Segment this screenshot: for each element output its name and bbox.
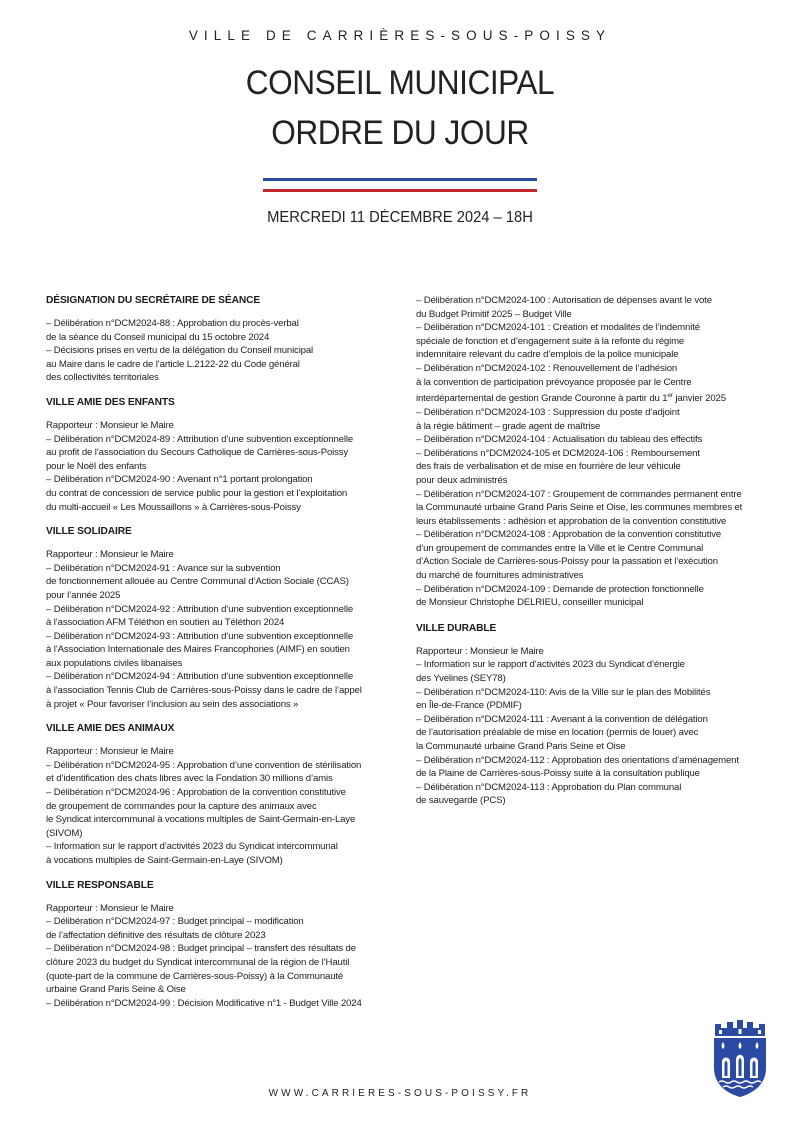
page-title-line1: CONSEIL MUNICIPAL [245, 64, 555, 102]
agenda-section [46, 722, 390, 867]
agenda-section [46, 396, 390, 514]
agenda-item-line: et d’identification des chats libres avec la Fondation 30 millions d’amis [46, 773, 333, 785]
agenda-item-line: – Décisions prises en vertu de la délégation du Conseil municipal [46, 345, 314, 357]
agenda-item-line: de la Plaine de Carrières-sous-Poissy suite à la consultation publique [416, 768, 700, 780]
footer-website-link[interactable]: WWW.CARRIERES-SOUS-POISSY.FR [268, 1088, 532, 1099]
agenda-item-line: urbaine Grand Paris Seine & Oise [46, 984, 186, 996]
agenda-item-line: de l’autorisation préalable de mise en location (permis de louer) avec [416, 727, 699, 739]
agenda-item-line: interdépartemental de gestion Grande Couronne à partir du 1er janvier 2025 [416, 392, 726, 405]
agenda-item-line: à projet « Pour favoriser l’inclusion au sein des associations » [46, 698, 299, 710]
agenda-item-line: – Délibération n°DCM2024-90 : Avenant n°1 portant prolongation [46, 474, 313, 486]
agenda-item-line: – Délibération n°DCM2024-99 : Décision Modificative n°1 - Budget Ville 2024 [46, 997, 362, 1009]
city-crest-icon [711, 1018, 769, 1098]
agenda-item-line: en Île-de-France (PDMIF) [416, 700, 522, 712]
agenda-item-line: du multi-accueil « Les Moussaillons » à Carrières-sous-Poissy [46, 501, 301, 513]
agenda-item-line: – Délibération n°DCM2024-111 : Avenant à la convention de délégation [416, 713, 708, 725]
agenda-item-line: Rapporteur : Monsieur le Maire [46, 549, 174, 561]
agenda-item-line: de la séance du Conseil municipal du 15 octobre 2024 [46, 331, 270, 343]
agenda-item-line: – Délibération n°DCM2024-100 : Autorisation de dépenses avant le vote [416, 295, 712, 306]
agenda-item-line: – Délibération n°DCM2024-96 : Approbation de la convention constitutive [46, 787, 346, 799]
agenda-item-line: – Délibération n°DCM2024-91 : Avance sur la subvention [46, 562, 281, 574]
agenda-section [46, 879, 390, 1011]
agenda-item-line: de l’affectation définitive des résultats de clôture 2023 [46, 929, 266, 941]
meeting-date: MERCREDI 11 DÉCEMBRE 2024 – 18H [267, 209, 533, 226]
agenda-section [46, 525, 390, 711]
agenda-item-line: à l’association Tennis Club de Carrières-sous-Poissy dans le cadre de l’appel [46, 685, 362, 697]
agenda-item-line: – Délibération n°DCM2024-89 : Attribution d’une subvention exceptionnelle [46, 433, 354, 445]
agenda-item-line: indemnitaire relevant du cadre d’emplois de la police municipale [416, 349, 679, 361]
agenda-item-line: – Information sur le rapport d’activités 2023 du Syndicat intercommunal [46, 841, 338, 853]
agenda-item-line: pour le Noël des enfants [46, 460, 147, 472]
agenda-item-line: du marché de fournitures administratives [416, 570, 584, 582]
agenda-item-line: – Délibération n°DCM2024-97 : Budget principal – modification [46, 916, 304, 928]
section-title: VILLE SOLIDAIRE [46, 526, 132, 538]
agenda-item-line: des collectivités territoriales [46, 372, 159, 384]
agenda-item-line: – Information sur le rapport d’activités 2023 du Syndicat d’énergie [416, 659, 685, 671]
agenda-item-line: des Yvelines (SEY78) [416, 673, 506, 685]
agenda-item-line: à vocations multiples de Saint-Germain-en-Laye (SIVOM) [46, 855, 283, 866]
agenda-item-line: – Délibération n°DCM2024-104 : Actualisation du tableau des effectifs [416, 434, 703, 446]
agenda-continued-items [416, 294, 766, 610]
agenda-item-line: Rapporteur : Monsieur le Maire [416, 645, 544, 657]
agenda-item-line: clôture 2023 du budget du Syndicat intercommunal de la région de l’Hautil [46, 956, 350, 968]
agenda-item-line: leurs établissements : adhésion et approbation de la convention constitutive [416, 515, 727, 527]
agenda-right-sections [416, 622, 766, 808]
agenda-item-line: à l’association AFM Téléthon en soutien au Téléthon 2024 [46, 617, 285, 629]
agenda-item-line: à l’Association Internationale des Maires Francophones (AIMF) en soutien [46, 644, 350, 656]
agenda-item-line: – Délibération n°DCM2024-93 : Attribution d’une subvention exceptionnelle [46, 630, 354, 642]
flag-blue-bar [263, 178, 537, 181]
agenda-item-line: la Communauté urbaine Grand Paris Seine et Oise, les communes membres et [416, 502, 743, 514]
agenda-item-line: (SIVOM) [46, 827, 83, 839]
agenda-item-line: – Délibération n°DCM2024-95 : Approbation d’une convention de stérilisation [46, 759, 362, 771]
city-name: VILLE DE CARRIÈRES-SOUS-POISSY [188, 28, 612, 43]
agenda-item-line: – Délibération n°DCM2024-88 : Approbation du procès-verbal [46, 318, 299, 329]
agenda-item-line: – Délibération n°DCM2024-107 : Groupement de commandes permanent entre [416, 488, 742, 500]
agenda-item-line: du contrat de concession de service public pour la gestion et l’exploitation [46, 487, 348, 499]
page-title-line2: ORDRE DU JOUR [271, 114, 529, 152]
agenda-item-line: au profit de l’association du Secours Catholique de Carrières-sous-Poissy [46, 447, 349, 459]
flag-red-bar [263, 189, 537, 192]
agenda-item-line: – Délibération n°DCM2024-101 : Création et modalités de l’indemnité [416, 322, 700, 334]
agenda-item-line: (quote-part de la commune de Carrières-sous-Poissy) à la Communauté [46, 970, 344, 982]
agenda-item-line: – Délibération n°DCM2024-112 : Approbation des orientations d’aménagement [416, 754, 739, 766]
agenda-item-line: de sauvegarde (PCS) [416, 795, 506, 807]
agenda-item-line: d’Action Sociale de Carrières-sous-Poissy pour la passation et l’exécution [416, 556, 718, 568]
agenda-right-column [416, 294, 766, 819]
agenda-item-line: – Délibération n°DCM2024-94 : Attribution d’une subvention exceptionnelle [46, 671, 354, 683]
agenda-item-line: – Délibération n°DCM2024-109 : Demande de protection fonctionnelle [416, 583, 704, 595]
agenda-item-line: Rapporteur : Monsieur le Maire [46, 902, 174, 914]
agenda-item-line: à la convention de participation prévoyance proposée par le Centre [416, 376, 692, 388]
agenda-item-line: – Délibération n°DCM2024-103 : Suppression du poste d’adjoint [416, 406, 680, 418]
agenda-item-line: – Délibération n°DCM2024-102 : Renouvellement de l’adhésion [416, 362, 678, 374]
agenda-item-line: aux populations civiles libanaises [46, 657, 183, 669]
agenda-item-line: de fonctionnement allouée au Centre Communal d’Action Sociale (CCAS) [46, 576, 349, 588]
agenda-item-line: – Délibération n°DCM2024-113 : Approbation du Plan communal [416, 781, 682, 793]
agenda-item-line: pour deux administrés [416, 474, 508, 486]
agenda-item-line: du Budget Primitif 2025 – Budget Ville [416, 308, 572, 320]
agenda-item-line: des frais de verbalisation et de mise en fourrière de leur véhicule [416, 461, 681, 473]
agenda-item-line: – Délibération n°DCM2024-92 : Attribution d’une subvention exceptionnelle [46, 603, 354, 615]
section-title: DÉSIGNATION DU SECRÉTAIRE DE SÉANCE [46, 295, 261, 306]
agenda-item-line: – Délibérations n°DCM2024-105 et DCM2024-106 : Remboursement [416, 447, 700, 459]
agenda-item-line: de Monsieur Christophe DELRIEU, conseiller municipal [416, 597, 644, 609]
agenda-section [46, 294, 390, 385]
agenda-left-column [46, 294, 390, 1021]
agenda-item-line: d’un groupement de commandes entre la Ville et le Centre Communal [416, 542, 704, 554]
agenda-item-line: de groupement de commandes pour la capture des animaux avec [46, 800, 317, 812]
agenda-item-line: Rapporteur : Monsieur le Maire [46, 419, 174, 431]
agenda-item-line: spéciale de fonction et d’engagement suite à la refonte du régime [416, 335, 685, 347]
section-title: VILLE RESPONSABLE [46, 879, 154, 891]
agenda-item-line: – Délibération n°DCM2024-108 : Approbation de la convention constitutive [416, 529, 722, 541]
agenda-item-line: au Maire dans le cadre de l’article L.2122-22 du Code général [46, 358, 300, 370]
section-title: VILLE AMIE DES ENFANTS [46, 396, 175, 408]
section-title: VILLE AMIE DES ANIMAUX [46, 723, 175, 735]
agenda-section [416, 622, 766, 808]
agenda-item-line: pour l’année 2025 [46, 589, 121, 601]
agenda-item-line: Rapporteur : Monsieur le Maire [46, 746, 174, 758]
agenda-item-line: le Syndicat intercommunal à vocations multiples de Saint-Germain-en-Laye [46, 814, 356, 826]
agenda-item-line: – Délibération n°DCM2024-110: Avis de la Ville sur le plan des Mobilités [416, 686, 711, 698]
agenda-item-line: – Délibération n°DCM2024-98 : Budget principal – transfert des résultats de [46, 943, 356, 955]
agenda-item-line: à la régie bâtiment – grade agent de maîtrise [416, 420, 601, 432]
section-title: VILLE DURABLE [416, 622, 497, 634]
agenda-item-line: la Communauté urbaine Grand Paris Seine et Oise [416, 741, 626, 752]
